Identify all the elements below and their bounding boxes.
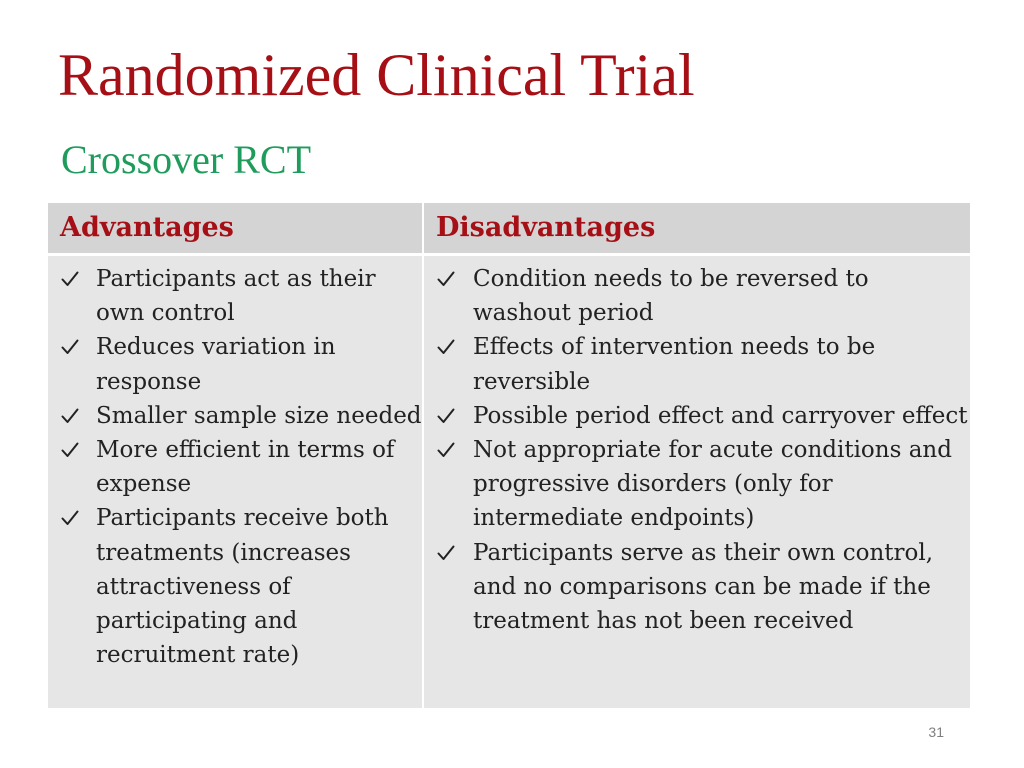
list-item — [48, 262, 422, 330]
disadvantages-list — [424, 262, 970, 638]
advantages-list — [48, 262, 422, 672]
list-item — [48, 330, 422, 398]
list-item-text: More efficient in terms of expense — [96, 437, 395, 498]
slide-subtitle: Crossover RCT — [61, 137, 311, 182]
list-item-text: Participants serve as their own control, and no comparisons can be made if the treatment has not been received — [473, 539, 934, 635]
list-item — [424, 262, 970, 330]
list-item — [424, 399, 970, 433]
check-icon — [434, 536, 458, 570]
disadvantages-header: Disadvantages — [424, 203, 970, 253]
list-item-text: Possible period effect and carryover effect — [473, 402, 968, 429]
check-icon — [58, 330, 82, 364]
disadvantages-cell — [424, 253, 970, 708]
check-icon — [434, 433, 458, 467]
check-icon — [58, 433, 82, 467]
list-item-text: Participants receive both treatments (increases attractiveness of participating and recruitment rate) — [96, 505, 389, 669]
list-item-text: Participants act as their own control — [96, 266, 376, 327]
advantages-cell — [48, 253, 424, 708]
check-icon — [58, 262, 82, 296]
slide-title: Randomized Clinical Trial — [58, 42, 695, 108]
comparison-table — [48, 203, 970, 708]
check-icon — [434, 262, 458, 296]
list-item-text: Smaller sample size needed — [96, 402, 422, 429]
check-icon — [434, 330, 458, 364]
check-icon — [58, 501, 82, 535]
advantages-header: Advantages — [48, 203, 424, 253]
list-item-text: Effects of intervention needs to be reversible — [473, 334, 876, 395]
list-item — [424, 433, 970, 536]
list-item — [48, 501, 422, 672]
check-icon — [434, 399, 458, 433]
list-item — [424, 330, 970, 398]
list-item-text: Not appropriate for acute conditions and progressive disorders (only for intermediate endpoints) — [473, 437, 952, 532]
list-item — [424, 536, 970, 639]
check-icon — [58, 399, 82, 433]
list-item-text: Condition needs to be reversed to washout period — [473, 266, 869, 327]
page-number: 31 — [928, 724, 944, 740]
list-item — [48, 399, 422, 433]
list-item — [48, 433, 422, 501]
list-item-text: Reduces variation in response — [96, 334, 336, 395]
